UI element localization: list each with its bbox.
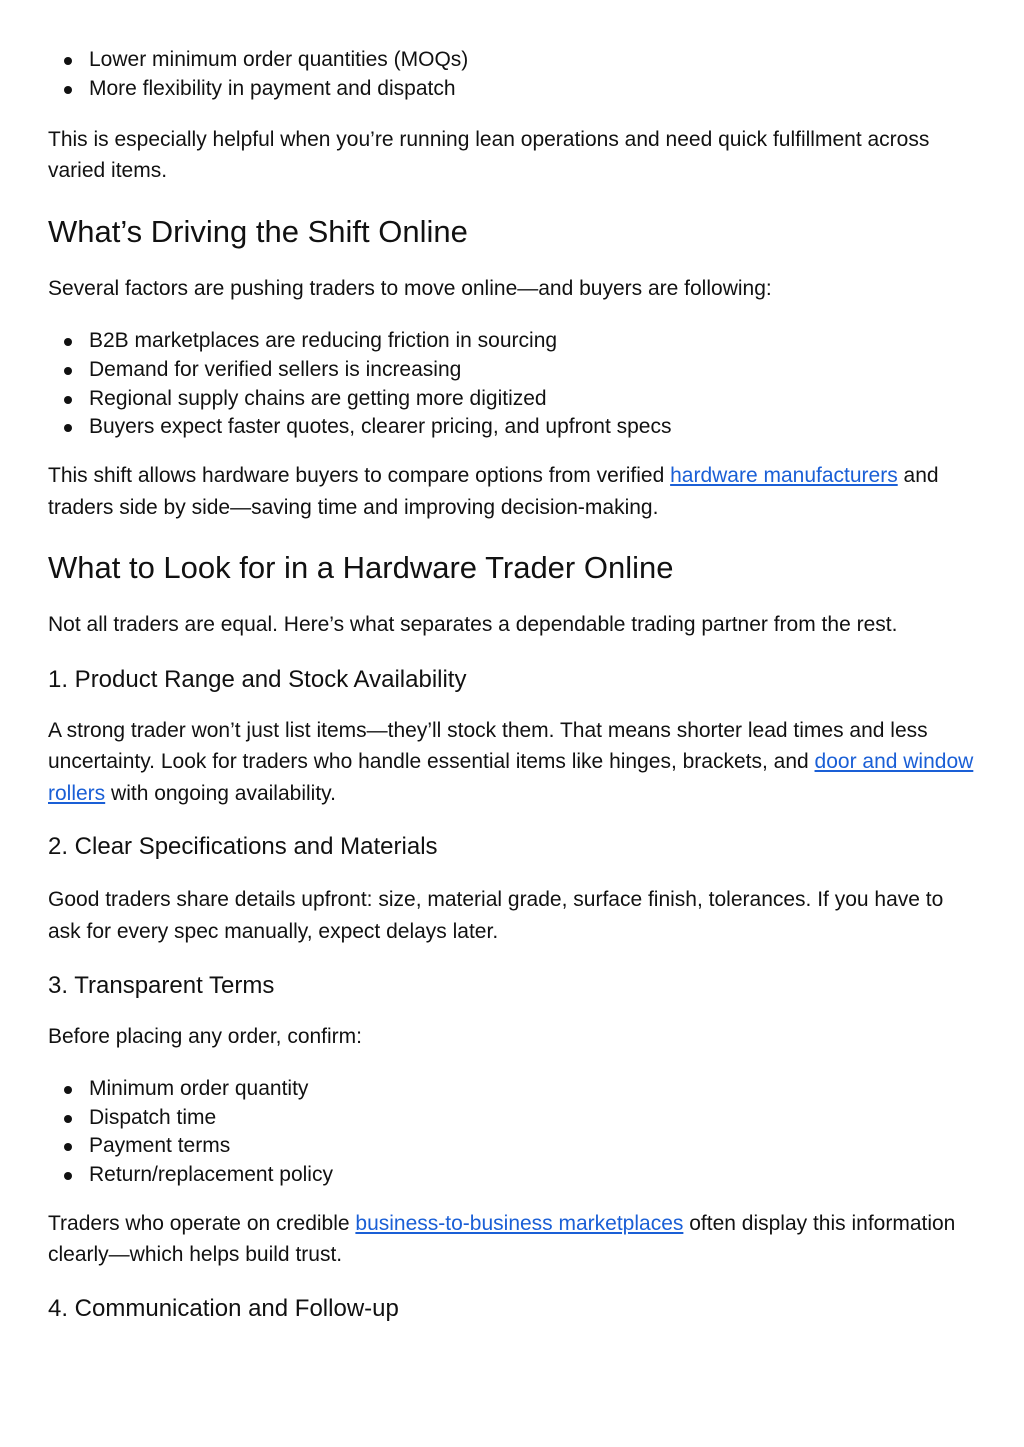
list-item: Buyers expect faster quotes, clearer pricing, and upfront specs [48,413,978,442]
list-item: Return/replacement policy [48,1161,978,1190]
list-item: More flexibility in payment and dispatch [48,75,978,104]
subheading-transparent-terms: 3. Transparent Terms [48,972,275,1000]
list-item: Dispatch time [48,1104,978,1133]
product-range-text-start: A strong trader won’t just list items—they’ll stock them. That means shorter lead times and less uncertainty. Look for traders who handle essential items like hinges, brackets, and [48,718,928,774]
shift-paragraph-text-end: and traders side by side—saving time and improving decision-making. [48,464,939,519]
shift-paragraph-text-start: This shift allows hardware buyers to compare options from verified [48,464,671,488]
intro-bullet-list [48,46,978,104]
look-lead-paragraph: Not all traders are equal. Here’s what separates a dependable trading partner from the rest. [48,613,898,637]
credible-traders-paragraph [48,1208,978,1271]
list-item: Payment terms [48,1132,978,1161]
product-range-text-end: with ongoing availability. [105,781,336,805]
list-item: B2B marketplaces are reducing friction in sourcing [48,327,978,356]
subheading-specifications: 2. Clear Specifications and Materials [48,833,438,861]
driving-lead-paragraph: Several factors are pushing traders to move online—and buyers are following: [48,276,772,300]
intro-paragraph: This is especially helpful when you’re running lean operations and need quick fulfillment across varied items. [48,127,930,183]
driving-bullet-list [48,327,978,442]
heading-driving-shift: What’s Driving the Shift Online [48,213,468,249]
list-item: Lower minimum order quantities (MOQs) [48,46,978,75]
shift-paragraph [48,460,978,523]
subheading-product-range: 1. Product Range and Stock Availability [48,665,467,693]
credible-text-end: often display this information clearly—which helps build trust. [48,1211,956,1267]
subheading-communication: 4. Communication and Follow-up [48,1294,399,1322]
list-item: Regional supply chains are getting more digitized [48,385,978,414]
list-item: Minimum order quantity [48,1075,978,1104]
specifications-paragraph: Good traders share details upfront: size, material grade, surface finish, tolerances. If you have to ask for every spec manually, expect delays later. [48,888,944,943]
product-range-paragraph [48,715,978,810]
hardware-manufacturers-link[interactable]: hardware manufacturers [670,464,898,488]
terms-lead-paragraph: Before placing any order, confirm: [48,1025,362,1049]
credible-text-start: Traders who operate on credible [48,1211,356,1235]
door-window-rollers-link[interactable]: door and window rollers [48,750,974,805]
document-page [48,46,978,1324]
heading-what-to-look-for: What to Look for in a Hardware Trader Online [48,550,674,586]
terms-bullet-list [48,1075,978,1190]
list-item: Demand for verified sellers is increasing [48,356,978,385]
b2b-marketplaces-link[interactable]: business-to-business marketplaces [355,1211,684,1235]
